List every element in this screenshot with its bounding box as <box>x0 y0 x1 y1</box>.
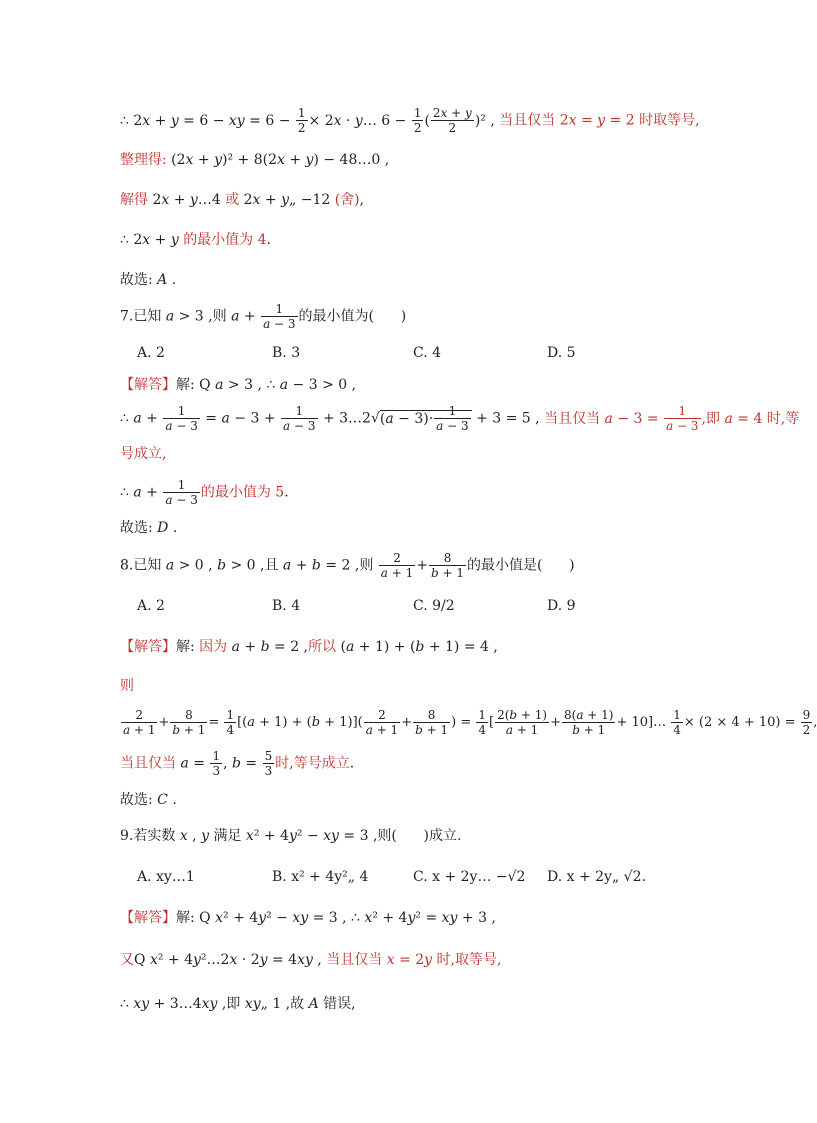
choice-b[interactable]: B. x² + 4y²„ 4 <box>272 869 369 885</box>
solution-line-2: 整理得: (2x + y)² + 8(2x + y) − 48…0 , <box>120 152 390 168</box>
choice-a[interactable]: A. 2 <box>137 598 165 614</box>
choice-a[interactable]: A. 2 <box>137 345 165 361</box>
choice-b[interactable]: B. 3 <box>272 345 301 361</box>
answer-line-6: 故选: A . <box>120 272 177 288</box>
answer-7-line-3: 号成立, <box>120 446 167 462</box>
answer-7-line-4: ∴ a + $\frac{1}{a - 3}$ 的最小值为 5. <box>120 478 289 507</box>
formula-render: ∴ 2x + y = 6 − xy = 6 − $\frac{1}{2}$ × 2x · y… 6 − $\frac{1}{2}$ ( $\frac{2x + y}{2}$ )² , <box>120 106 495 135</box>
solution-line-1 <box>120 106 700 135</box>
answer-9-line-1: 【解答】解: Q x² + 4y² − xy = 3 , ∴ x² + 4y² = xy + 3 , <box>120 910 496 926</box>
answer-7-line-2: ∴ a + $\frac{1}{a - 3}$ = a − 3 + $\frac{1}{a - 3}$ + 3…2√(a − 3)· $\frac{1}{a - 3}$ + 3 = 5 , 当且仅当 a − 3 = $\frac{1}{a - 3}$ ,即 a = 4 时,等 <box>120 404 800 433</box>
answer-9-line-3: ∴ xy + 3…4xy ,即 xy„ 1 ,故 A 错误, <box>120 996 356 1012</box>
answer-7-line-1: 【解答】解: Q a > 3 , ∴ a − 3 > 0 , <box>120 377 357 393</box>
question-9: 9.若实数 x , y 满足 x² + 4y² − xy = 3 ,则( )成立. <box>120 828 462 844</box>
solution-line-4: ∴ 2x + y 的最小值为 4. <box>120 232 271 248</box>
answer-8-line-5: 故选: C . <box>120 792 177 808</box>
choice-d[interactable]: D. 5 <box>547 345 576 361</box>
equality-condition: 当且仅当 2x = y = 2 时取等号, <box>499 112 700 129</box>
choice-c[interactable]: C. 4 <box>413 345 442 361</box>
question-7: 7.已知 a > 3 ,则 a + $\frac{1}{a - 3}$ 的最小值为( ) <box>120 302 407 331</box>
answer-8-line-2: 则 <box>120 678 134 694</box>
solution-line-3: 解得 2x + y…4 或 2x + y„ −12 (舍), <box>120 192 365 208</box>
answer-8-line-4: 当且仅当 a = $\frac{1}{3}$ , b = $\frac{5}{3}$ 时,等号成立. <box>120 749 355 778</box>
choice-a[interactable]: A. xy…1 <box>137 869 195 885</box>
choice-c[interactable]: C. 9/2 <box>413 598 455 614</box>
choice-d[interactable]: D. 9 <box>547 598 576 614</box>
question-8: 8.已知 a > 0 , b > 0 ,且 a + b = 2 ,则 $\frac{2}{a + 1}$ + $\frac{8}{b + 1}$ 的最小值是( ) <box>120 551 575 580</box>
answer-9-line-2: 又Q x² + 4y²…2x · 2y = 4xy , 当且仅当 x = 2y 时,取等号, <box>120 952 502 968</box>
answer-8-line-3: $\frac{2}{a + 1}$ + $\frac{8}{b + 1}$ = $\frac{1}{4}$ [(a + 1) + (b + 1)]( $\frac{2}{a + 1}$ + $\frac{8}{b + 1}$ ) = $\frac{1}{4}$ [ $\frac{2(b + 1)}{a + 1}$ + $\frac{8(a + 1)}{b + 1}$ + 10]… $\frac{1}{4}$ × (2 × 4 + 10) = $\frac{9}{2}$ <box>123 708 811 737</box>
choice-c[interactable]: C. x + 2y… −√2 <box>413 869 526 885</box>
choice-b[interactable]: B. 4 <box>272 598 301 614</box>
answer-8-line-1: 【解答】解: 因为 a + b = 2 ,所以 (a + 1) + (b + 1) = 4 , <box>120 639 498 655</box>
choice-d[interactable]: D. x + 2y„ √2. <box>547 869 646 885</box>
answer-7-line-5: 故选: D . <box>120 520 178 536</box>
